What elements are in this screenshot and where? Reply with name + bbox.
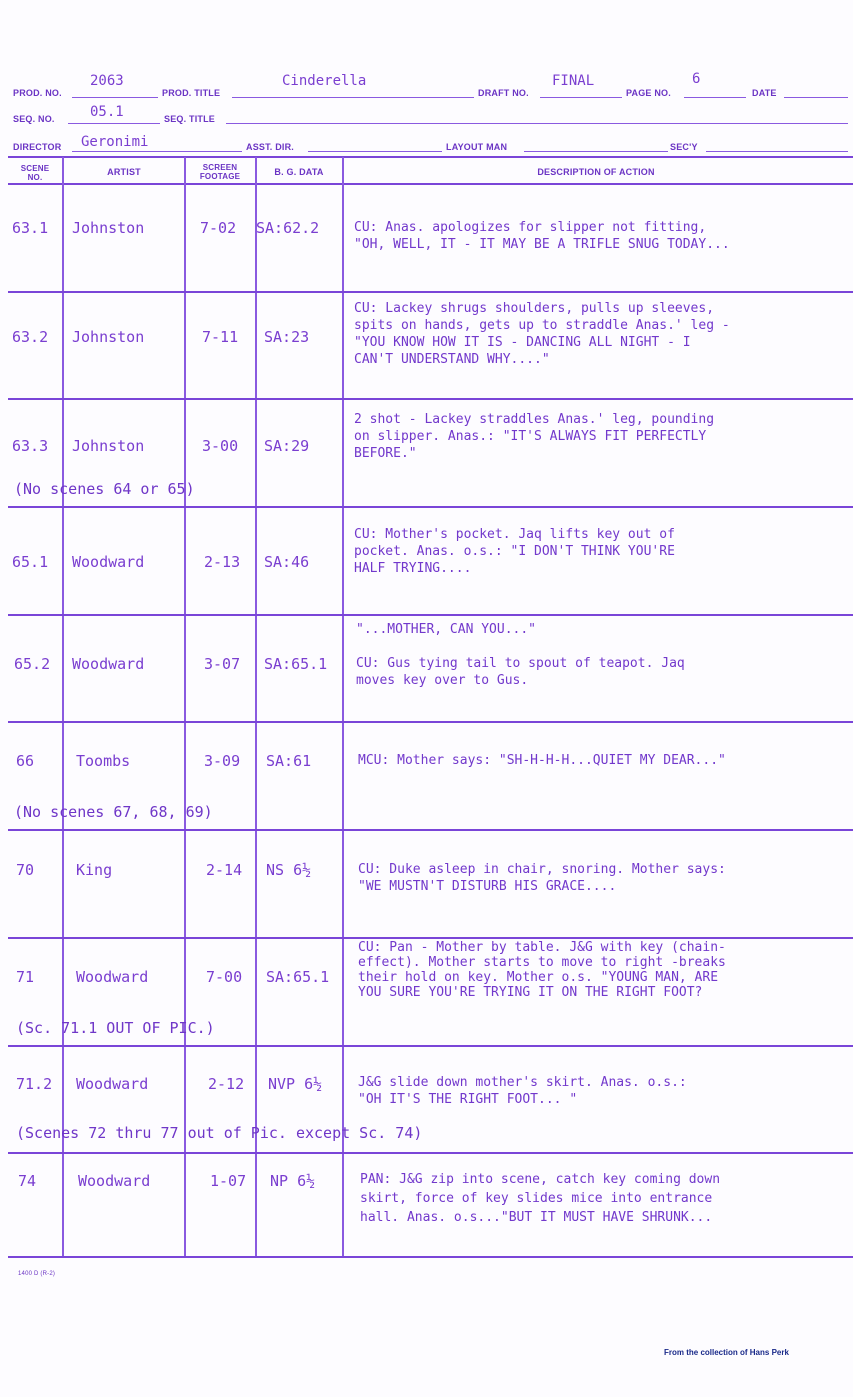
row-rule-5 [8, 721, 853, 723]
row-2-bg: SA:23 [264, 328, 310, 346]
director-label: DIRECTOR [13, 142, 62, 152]
row-3-description: 2 shot - Lackey straddles Anas.' leg, pounding on slipper. Anas.: "IT'S ALWAYS FIT PERFECTLY BEFORE." [354, 412, 715, 461]
col-bg-header: B. G. DATA [274, 167, 324, 177]
row-3-scene: 63.3 [12, 437, 49, 455]
row-rule-3 [8, 506, 853, 508]
row-6-footage: 3-09 [204, 752, 241, 770]
header-bottom-rule [8, 183, 853, 185]
layout-man-label: LAYOUT MAN [446, 142, 508, 152]
row-1-artist: Johnston [72, 219, 145, 237]
row-10-artist: Woodward [78, 1172, 151, 1190]
row-8-scene: 71 [16, 968, 35, 986]
asst-dir-underline [308, 151, 442, 152]
seq-no-underline [68, 123, 160, 124]
row-4-scene: 65.1 [12, 553, 49, 571]
row-10-bg: NP 6½ [270, 1172, 316, 1190]
row-6-artist: Toombs [76, 752, 131, 770]
row-4-bg: SA:46 [264, 553, 310, 571]
secy-label: SEC'Y [670, 142, 698, 152]
row-7-bg: NS 6½ [266, 861, 312, 879]
prod-no-value: 2063 [90, 73, 124, 89]
table-top-rule [8, 156, 853, 158]
form-code: 1400 D (R-2) [18, 1271, 56, 1277]
seq-title-label: SEQ. TITLE [164, 114, 216, 124]
director-underline [72, 151, 242, 152]
page-no-value: 6 [692, 71, 701, 87]
row-rule-8 [8, 1045, 853, 1047]
date-underline [784, 97, 848, 98]
row-10-description: PAN: J&G zip into scene, catch key coming down skirt, force of key slides mice into entrance hall. Anas. o.s..."BUT IT MUST HAVE SHRUNK... [360, 1172, 721, 1225]
row-7-description: CU: Duke asleep in chair, snoring. Mother says: "WE MUSTN'T DISTURB HIS GRACE.... [358, 862, 726, 894]
row-8-footage: 7-00 [206, 968, 243, 986]
row-9-note: (Scenes 72 thru 77 out of Pic. except Sc. 74) [16, 1124, 423, 1142]
row-9-artist: Woodward [76, 1075, 149, 1093]
page-no-underline [684, 97, 746, 98]
row-rule-2 [8, 398, 853, 400]
row-6-bg: SA:61 [266, 752, 312, 770]
draft-no-underline [540, 97, 622, 98]
row-10-footage: 1-07 [210, 1172, 247, 1190]
row-5-footage: 3-07 [204, 655, 241, 673]
col-rule-1 [62, 157, 64, 1257]
row-8-note: (Sc. 71.1 OUT OF PIC.) [16, 1019, 215, 1037]
row-6-note: (No scenes 67, 68, 69) [14, 803, 213, 821]
row-1-bg: SA:62.2 [256, 219, 320, 237]
row-9-bg: NVP 6½ [268, 1075, 323, 1093]
row-2-artist: Johnston [72, 328, 145, 346]
col-rule-2 [184, 157, 186, 1257]
draft-no-value: FINAL [552, 73, 595, 89]
row-5-artist: Woodward [72, 655, 145, 673]
row-7-scene: 70 [16, 861, 35, 879]
asst-dir-label: ASST. DIR. [246, 142, 295, 152]
col-description-header: DESCRIPTION OF ACTION [537, 167, 655, 177]
row-8-bg: SA:65.1 [266, 968, 330, 986]
prod-title-underline [232, 97, 474, 98]
prod-title-label: PROD. TITLE [162, 88, 221, 98]
row-4-artist: Woodward [72, 553, 145, 571]
row-rule-1 [8, 291, 853, 293]
row-1-footage: 7-02 [200, 219, 237, 237]
row-7-artist: King [76, 861, 113, 879]
layout-man-underline [524, 151, 668, 152]
row-9-description: J&G slide down mother's skirt. Anas. o.s.: "OH IT'S THE RIGHT FOOT... " [358, 1075, 687, 1107]
date-label: DATE [752, 88, 777, 98]
seq-title-underline [226, 123, 848, 124]
row-4-footage: 2-13 [204, 553, 241, 571]
col-rule-4 [342, 157, 344, 1257]
draft-no-label: DRAFT NO. [478, 88, 529, 98]
row-9-footage: 2-12 [208, 1075, 245, 1093]
row-2-description: CU: Lackey shrugs shoulders, pulls up sleeves, spits on hands, gets up to straddle Anas.' leg - "YOU KNOW HOW IT IS - DANCING ALL NIGHT - I CAN'T UNDERSTAND WHY...." [354, 301, 730, 367]
collection-credit: From the collection of Hans Perk [664, 1348, 789, 1357]
row-rule-7 [8, 937, 853, 939]
col-scene-header: SCENE NO. [20, 164, 50, 182]
row-10-scene: 74 [18, 1172, 37, 1190]
row-2-scene: 63.2 [12, 328, 49, 346]
prod-no-underline [72, 97, 158, 98]
secy-underline [706, 151, 848, 152]
table-bottom-rule [8, 1256, 853, 1258]
row-rule-9 [8, 1152, 853, 1154]
col-rule-3 [255, 157, 257, 1257]
row-9-scene: 71.2 [16, 1075, 53, 1093]
row-1-description: CU: Anas. apologizes for slipper not fitting, "OH, WELL, IT - IT MAY BE A TRIFLE SNUG TODAY... [354, 220, 730, 252]
row-8-artist: Woodward [76, 968, 149, 986]
prod-no-label: PROD. NO. [13, 88, 62, 98]
prod-title-value: Cinderella [282, 73, 367, 89]
row-1-scene: 63.1 [12, 219, 49, 237]
row-3-footage: 3-00 [202, 437, 239, 455]
row-rule-4 [8, 614, 853, 616]
page-no-label: PAGE NO. [626, 88, 671, 98]
director-value: Geronimi [81, 134, 149, 150]
row-3-artist: Johnston [72, 437, 145, 455]
row-8-description: CU: Pan - Mother by table. J&G with key (chain- effect). Mother starts to move to right -breaks their hold on key. Mother o.s. "YOUNG MAN, ARE YOU SURE YOU'RE TRYING IT ON THE RIGHT FOOT? [358, 940, 726, 1000]
row-3-note: (No scenes 64 or 65) [14, 480, 195, 498]
col-footage-header: SCREEN FOOTAGE [199, 163, 241, 181]
col-artist-header: ARTIST [107, 167, 141, 177]
row-3-bg: SA:29 [264, 437, 310, 455]
row-4-description: CU: Mother's pocket. Jaq lifts key out of pocket. Anas. o.s.: "I DON'T THINK YOU'RE HALF TRYING.... [354, 527, 675, 576]
row-6-description: MCU: Mother says: "SH-H-H-H...QUIET MY DEAR..." [358, 753, 726, 768]
row-5-scene: 65.2 [14, 655, 51, 673]
row-2-footage: 7-11 [202, 328, 239, 346]
seq-no-value: 05.1 [90, 104, 124, 120]
seq-no-label: SEQ. NO. [13, 114, 55, 124]
row-5-description: "...MOTHER, CAN YOU..." CU: Gus tying tail to spout of teapot. Jaq moves key over to Gus. [356, 622, 685, 688]
row-7-footage: 2-14 [206, 861, 243, 879]
row-5-bg: SA:65.1 [264, 655, 328, 673]
row-6-scene: 66 [16, 752, 35, 770]
row-rule-6 [8, 829, 853, 831]
